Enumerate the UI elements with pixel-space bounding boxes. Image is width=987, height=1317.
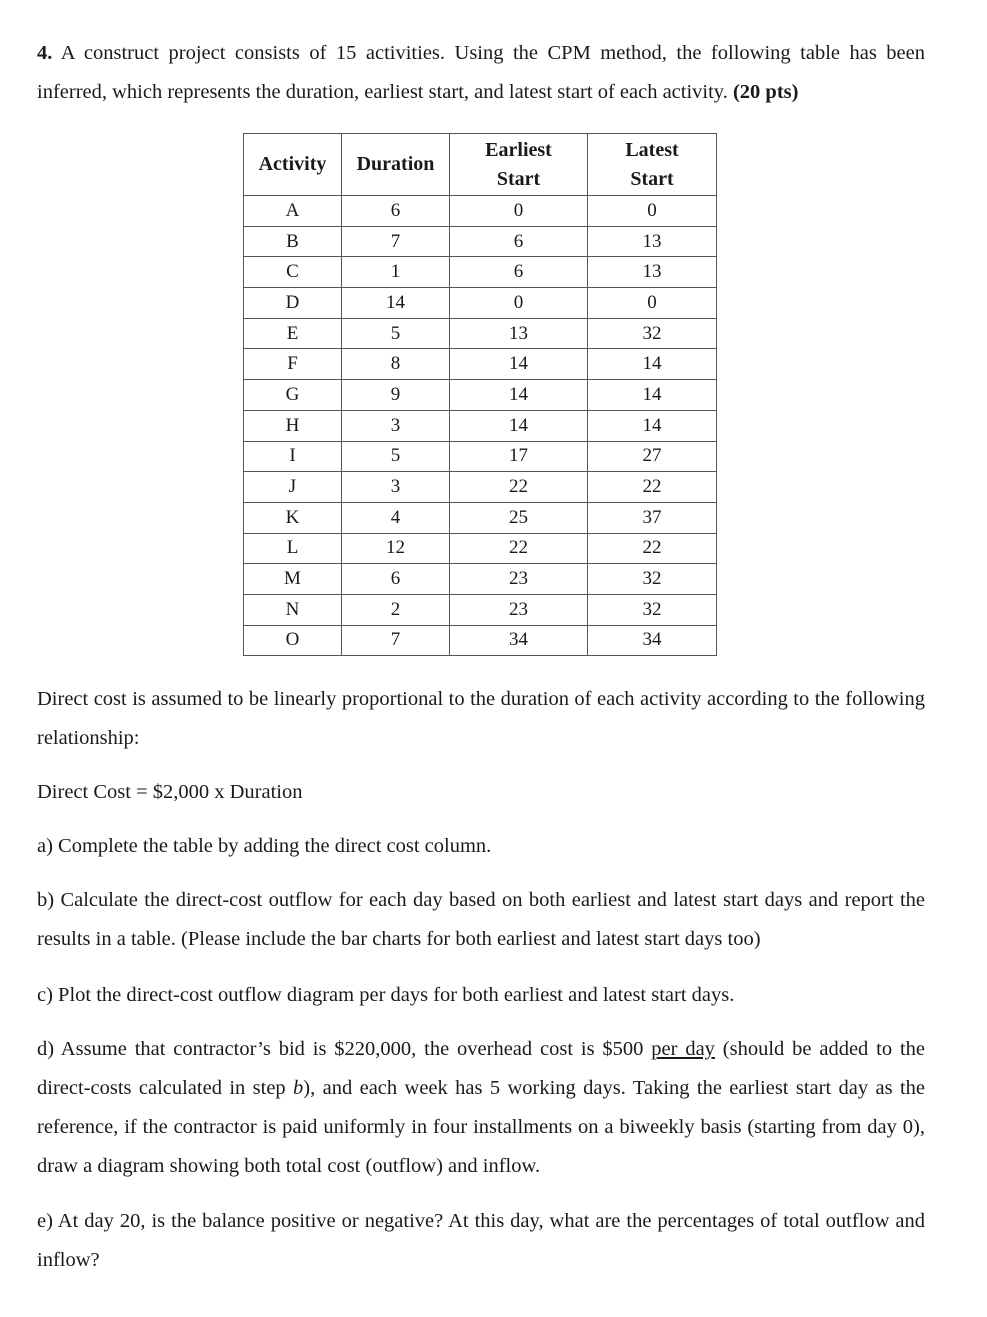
cell-duration: 14 (342, 288, 450, 319)
cell-duration: 4 (342, 502, 450, 533)
cell-duration: 12 (342, 533, 450, 564)
part-a: a) Complete the table by adding the direct cost column. (37, 835, 492, 857)
part-d-text-2: (should be added to the direct-costs calculated in step (37, 1038, 925, 1099)
part-b: b) Calculate the direct-cost outflow for each day based on both earliest and latest start days and report the results in a table. (Please include the bar charts for both earliest and latest start days too) (37, 889, 925, 950)
part-d-text-1: d) Assume that contractor’s bid is $220,000, the overhead cost is $500 (37, 1038, 644, 1060)
table-row (244, 226, 717, 257)
table-row (244, 564, 717, 595)
cell-earliest: 13 (450, 318, 588, 349)
cell-latest: 13 (588, 257, 717, 288)
cell-activity: E (244, 318, 342, 349)
table-row (244, 288, 717, 319)
cell-duration: 6 (342, 564, 450, 595)
header-latest-start: Latest Start (588, 134, 717, 196)
cell-earliest: 6 (450, 257, 588, 288)
table-row (244, 318, 717, 349)
table-row (244, 349, 717, 380)
cell-duration: 7 (342, 226, 450, 257)
cpm-table (243, 133, 717, 656)
cell-latest: 22 (588, 472, 717, 503)
cell-duration: 8 (342, 349, 450, 380)
cell-activity: A (244, 196, 342, 227)
table-row (244, 257, 717, 288)
direct-cost-formula: Direct Cost = $2,000 x Duration (37, 781, 303, 803)
cell-duration: 5 (342, 441, 450, 472)
cell-latest: 34 (588, 625, 717, 656)
cell-activity: J (244, 472, 342, 503)
table-row (244, 502, 717, 533)
table-row (244, 472, 717, 503)
cell-earliest: 14 (450, 410, 588, 441)
cell-activity: H (244, 410, 342, 441)
cell-activity: M (244, 564, 342, 595)
cell-latest: 14 (588, 410, 717, 441)
cell-earliest: 23 (450, 594, 588, 625)
cell-activity: L (244, 533, 342, 564)
table-row (244, 380, 717, 411)
cell-activity: I (244, 441, 342, 472)
points-label: (20 pts) (732, 81, 799, 103)
cell-latest: 0 (588, 196, 717, 227)
cell-duration: 2 (342, 594, 450, 625)
cell-earliest: 23 (450, 564, 588, 595)
part-d-step: b (293, 1077, 304, 1099)
cell-latest: 37 (588, 502, 717, 533)
intro-text: A construct project consists of 15 activities. Using the CPM method, the following table has been inferred, which represents the duration, earliest start, and latest start of each activity. (37, 42, 925, 103)
cell-activity: C (244, 257, 342, 288)
cell-earliest: 6 (450, 226, 588, 257)
header-duration: Duration (342, 134, 450, 196)
cell-earliest: 0 (450, 288, 588, 319)
question-intro (37, 34, 925, 112)
cell-duration: 6 (342, 196, 450, 227)
question-number: 4. (37, 42, 53, 64)
cell-activity: G (244, 380, 342, 411)
cell-duration: 9 (342, 380, 450, 411)
cell-duration: 3 (342, 410, 450, 441)
cell-earliest: 22 (450, 472, 588, 503)
cell-earliest: 14 (450, 349, 588, 380)
cell-activity: F (244, 349, 342, 380)
cell-earliest: 0 (450, 196, 588, 227)
cell-earliest: 17 (450, 441, 588, 472)
cell-earliest: 14 (450, 380, 588, 411)
table-row (244, 196, 717, 227)
cell-latest: 14 (588, 349, 717, 380)
cell-latest: 32 (588, 564, 717, 595)
cell-activity: K (244, 502, 342, 533)
cell-latest: 32 (588, 594, 717, 625)
header-earliest-start: Earliest Start (450, 134, 588, 196)
header-activity: Activity (244, 134, 342, 196)
part-e: e) At day 20, is the balance positive or negative? At this day, what are the percentages of total outflow and inflow? (37, 1210, 925, 1271)
cell-duration: 7 (342, 625, 450, 656)
table-row (244, 410, 717, 441)
table-header-row (244, 134, 717, 196)
direct-cost-description: Direct cost is assumed to be linearly proportional to the duration of each activity according to the following relationship: (37, 688, 925, 749)
cell-latest: 32 (588, 318, 717, 349)
cell-duration: 3 (342, 472, 450, 503)
part-d-text-3: ), and each week has 5 working days. Taking the earliest start day as the reference, if the contractor is paid uniformly in four installments on a biweekly basis (starting from day 0), draw a diagram showing both total cost (outflow) and inflow. (37, 1077, 926, 1177)
cell-activity: N (244, 594, 342, 625)
cell-duration: 5 (342, 318, 450, 349)
part-c: c) Plot the direct-cost outflow diagram per days for both earliest and latest start days. (37, 984, 735, 1006)
cell-earliest: 34 (450, 625, 588, 656)
table-row (244, 441, 717, 472)
cell-activity: D (244, 288, 342, 319)
cpm-table-body (244, 196, 717, 656)
cell-latest: 27 (588, 441, 717, 472)
part-d (37, 1030, 925, 1186)
cell-latest: 13 (588, 226, 717, 257)
part-d-underlined: per day (651, 1038, 715, 1060)
table-row (244, 625, 717, 656)
table-row (244, 533, 717, 564)
cell-activity: O (244, 625, 342, 656)
cell-earliest: 22 (450, 533, 588, 564)
cell-latest: 14 (588, 380, 717, 411)
cell-activity: B (244, 226, 342, 257)
cell-earliest: 25 (450, 502, 588, 533)
cell-duration: 1 (342, 257, 450, 288)
table-row (244, 594, 717, 625)
cell-latest: 22 (588, 533, 717, 564)
cell-latest: 0 (588, 288, 717, 319)
